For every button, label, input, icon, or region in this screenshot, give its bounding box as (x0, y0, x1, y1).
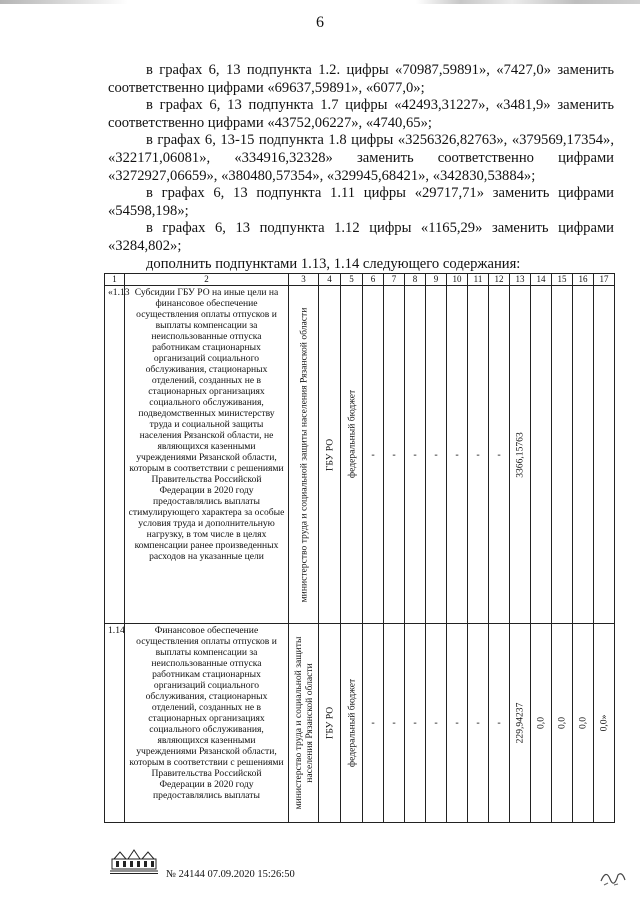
column-number: 10 (447, 274, 468, 286)
column-number: 1 (105, 274, 125, 286)
cell-value: - (497, 717, 501, 729)
column-number: 16 (573, 274, 594, 286)
table-header-row (105, 274, 615, 286)
row-funding-source: федеральный бюджет (346, 390, 357, 479)
paragraph-2: в графах 6, 13 подпункта 1.7 цифры «42493,31227», «3481,9» заменить соответственно цифрами «43752,06227», «4740,65»; (108, 97, 614, 131)
cell-value: 0,0 (556, 717, 568, 729)
cell-value: 3366,15763 (514, 431, 526, 478)
cell-value: - (455, 717, 459, 729)
amendment-text (108, 62, 614, 273)
column-number: 6 (363, 274, 384, 286)
paragraph-6: дополнить подпунктами 1.13, 1.14 следующего содержания: (146, 255, 521, 272)
column-number: 12 (489, 274, 510, 286)
column-number: 4 (319, 274, 341, 286)
column-number: 15 (552, 274, 573, 286)
row-funding-source: федеральный бюджет (346, 678, 357, 768)
table-row-1-14 (105, 624, 615, 823)
cell-value: 229,94237 (514, 702, 526, 744)
cell-value: - (392, 717, 396, 729)
paragraph-5: в графах 6, 13 подпункта 1.12 цифры «1165,29» заменить цифрами «3284,802»; (108, 220, 614, 254)
cell-value: 0,0 (577, 717, 589, 729)
paragraph-1: в графах 6, 13 подпункта 1.2. цифры «70987,59891», «7427,0» заменить соответственно цифрами «69637,59891», «6077,0»; (108, 62, 614, 96)
row-number: 1.14 (105, 624, 125, 823)
row-recipient: ГБУ РО (324, 438, 335, 471)
row-executor: министерство труда и социальной защиты населения Рязанской области (292, 636, 315, 810)
cell-value: 0,0 (535, 717, 547, 729)
cell-value: - (476, 717, 480, 729)
paragraph-3: в графах 6, 13-15 подпункта 1.8 цифры «3256326,82763», «379569,17354», «322171,06081», «334916,32328» заменить соответственно цифрами «3272927,06659», «380480,57354», «329945,68421», «342830,53884»; (108, 132, 614, 184)
column-number: 8 (405, 274, 426, 286)
handwritten-mark-icon (598, 866, 628, 888)
table-row-1-13 (105, 286, 615, 624)
column-number: 5 (341, 274, 363, 286)
cell-value: - (413, 449, 417, 460)
cell-value: - (392, 449, 396, 460)
registration-footer: № 24144 07.09.2020 15:26:50 (166, 869, 295, 880)
cell-value: - (455, 449, 459, 460)
column-number: 9 (426, 274, 447, 286)
column-number: 2 (125, 274, 289, 286)
coat-of-arms-stamp-icon (108, 845, 160, 875)
row-number: «1.13 (105, 286, 125, 624)
column-number: 13 (510, 274, 531, 286)
cell-value: 0,0» (598, 714, 610, 732)
amendment-table (104, 273, 615, 823)
row-recipient: ГБУ РО (324, 706, 335, 740)
scan-edge-artifact (0, 0, 640, 4)
cell-value: - (371, 449, 375, 460)
row-executor: министерство труда и социальной защиты населения Рязанской области (298, 307, 309, 602)
column-number: 14 (531, 274, 552, 286)
column-number: 7 (384, 274, 405, 286)
column-number: 3 (289, 274, 319, 286)
cell-value: - (371, 717, 375, 729)
row-description: Субсидии ГБУ РО на иные цели на финансовое обеспечение осуществления оплаты отпусков и выплаты компенсации за неиспользованные отпуска работникам стационарных организаций социального обслуживания, стационарных отделений, созданных не в стационарных организациях социального обслуживания, подведомственных министерству труда и социальной защиты населения Рязанской области, не являющихся казенными учреждениями Рязанской области, которым в соответствии с решениями Правительства Российской Федерации в 2020 году предоставлялись выплаты стимулирующего характера за особые условия труда и дополнительную нагрузку, в том числе в целях компенсации ранее произведенных расходов на указанные цели (125, 286, 289, 624)
column-number: 17 (594, 274, 615, 286)
row-description: Финансовое обеспечение осуществления оплаты отпусков и выплаты компенсации за неиспользованные отпуска работникам стационарных организаций социального обслуживания, стационарных отделений, созданных не в стационарных организациях социального обслуживания, являющихся казенными учреждениями Рязанской области, которым в соответствии с решениями Правительства Российской Федерации в 2020 году предоставлялись выплаты (125, 624, 289, 823)
cell-value: - (476, 449, 480, 460)
column-number: 11 (468, 274, 489, 286)
cell-value: - (434, 717, 438, 729)
cell-value: - (497, 449, 501, 460)
page-number: 6 (316, 14, 324, 31)
paragraph-4: в графах 6, 13 подпункта 1.11 цифры «29717,71» заменить цифрами «54598,198»; (108, 185, 614, 219)
cell-value: - (413, 717, 417, 729)
cell-value: - (434, 449, 438, 460)
